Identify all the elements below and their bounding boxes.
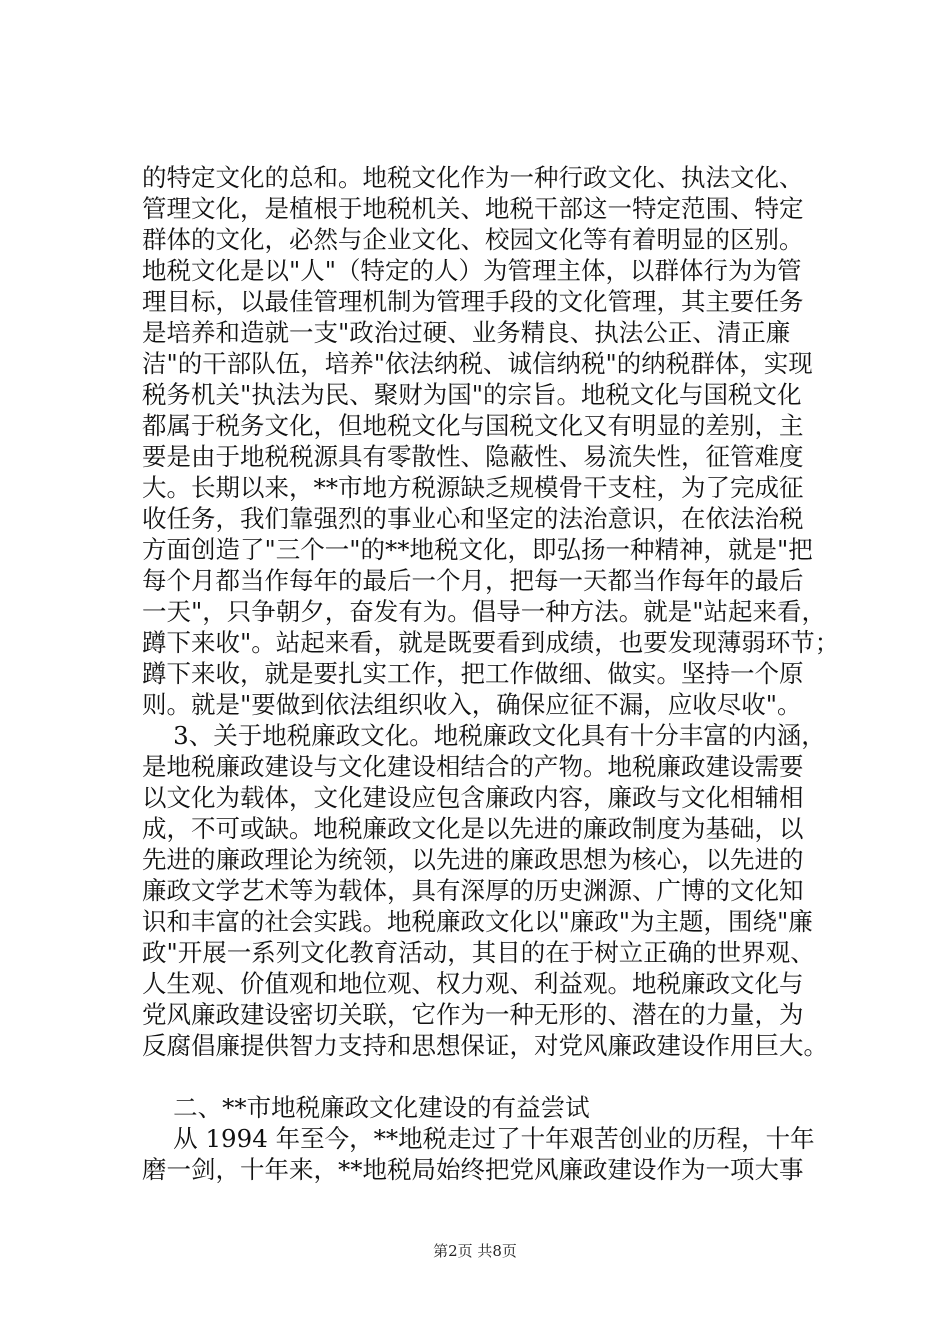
section-heading: 二、**市地税廉政文化建设的有益尝试 [142, 1093, 590, 1122]
text-line: 政"开展一系列文化教育活动，其目的在于树立正确的世界观、 [142, 938, 815, 967]
text-line: 要是由于地税税源具有零散性、隐蔽性、易流失性，征管难度 [142, 442, 804, 471]
document-body [142, 162, 842, 1185]
text-line: 是地税廉政建设与文化建设相结合的产物。地税廉政建设需要 [142, 752, 804, 781]
text-line: 方面创造了"三个一"的**地税文化，即弘扬一种精神，就是"把 [142, 535, 813, 564]
text-line: 收任务，我们靠强烈的事业心和坚定的法治意识，在依法治税 [142, 504, 804, 533]
text-line: 地税文化是以"人"（特定的人）为管理主体，以群体行为为管 [142, 256, 802, 285]
text-line: 以文化为载体，文化建设应包含廉政内容，廉政与文化相辅相 [142, 783, 804, 812]
text-line: 洁"的干部队伍，培养"依法纳税、诚信纳税"的纳税群体，实现 [142, 349, 813, 378]
text-line: 磨一剑，十年来，**地税局始终把党风廉政建设作为一项大事 [142, 1155, 804, 1184]
text-line: 是培养和造就一支"政治过硬、业务精良、执法公正、清正廉 [142, 318, 791, 347]
text-line: 都属于税务文化，但地税文化与国税文化又有明显的差别，主 [142, 411, 804, 440]
text-line: 群体的文化，必然与企业文化、校园文化等有着明显的区别。 [142, 225, 804, 254]
text-line: 理目标，以最佳管理机制为管理手段的文化管理，其主要任务 [142, 287, 804, 316]
text-line: 一天"，只争朝夕，奋发有为。倡导一种方法。就是"站起来看， [142, 597, 827, 626]
text-line: 的特定文化的总和。地税文化作为一种行政文化、执法文化、 [142, 163, 804, 192]
text-line: 大。长期以来，**市地方税源缺乏规模骨干支柱，为了完成征 [142, 473, 804, 502]
text-line: 每个月都当作每年的最后一个月，把每一天都当作每年的最后 [142, 566, 804, 595]
text-line: 蹲下来收，就是要扎实工作，把工作做细、做实。坚持一个原 [142, 659, 804, 688]
page-number-footer: 第2页 共8页 [433, 1242, 517, 1260]
text-line: 税务机关"执法为民、聚财为国"的宗旨。地税文化与国税文化 [142, 380, 802, 409]
text-line: 人生观、价值观和地位观、权力观、利益观。地税廉政文化与 [142, 969, 804, 998]
text-line: 先进的廉政理论为统领，以先进的廉政思想为核心，以先进的 [142, 845, 804, 874]
text-line: 党风廉政建设密切关联，它作为一种无形的、潜在的力量，为 [142, 1000, 804, 1029]
text-line: 廉政文学艺术等为载体，具有深厚的历史渊源、广博的文化知 [142, 876, 804, 905]
paragraph-gap [142, 1061, 842, 1092]
paragraph-start-line: 3、关于地税廉政文化。地税廉政文化具有十分丰富的内涵， [142, 721, 826, 750]
paragraph-start-line: 从 1994 年至今，**地税走过了十年艰苦创业的历程，十年 [142, 1124, 815, 1153]
text-line: 管理文化，是植根于地税机关、地税干部这一特定范围、特定 [142, 194, 804, 223]
text-line: 成，不可或缺。地税廉政文化是以先进的廉政制度为基础，以 [142, 814, 804, 843]
text-line: 反腐倡廉提供智力支持和思想保证，对党风廉政建设作用巨大。 [142, 1031, 828, 1060]
text-line: 识和丰富的社会实践。地税廉政文化以"廉政"为主题，围绕"廉 [142, 907, 813, 936]
text-line: 蹲下来收"。站起来看，就是既要看到成绩，也要发现薄弱环节； [142, 628, 840, 657]
text-line: 则。就是"要做到依法组织收入，确保应征不漏，应收尽收"。 [142, 690, 802, 719]
